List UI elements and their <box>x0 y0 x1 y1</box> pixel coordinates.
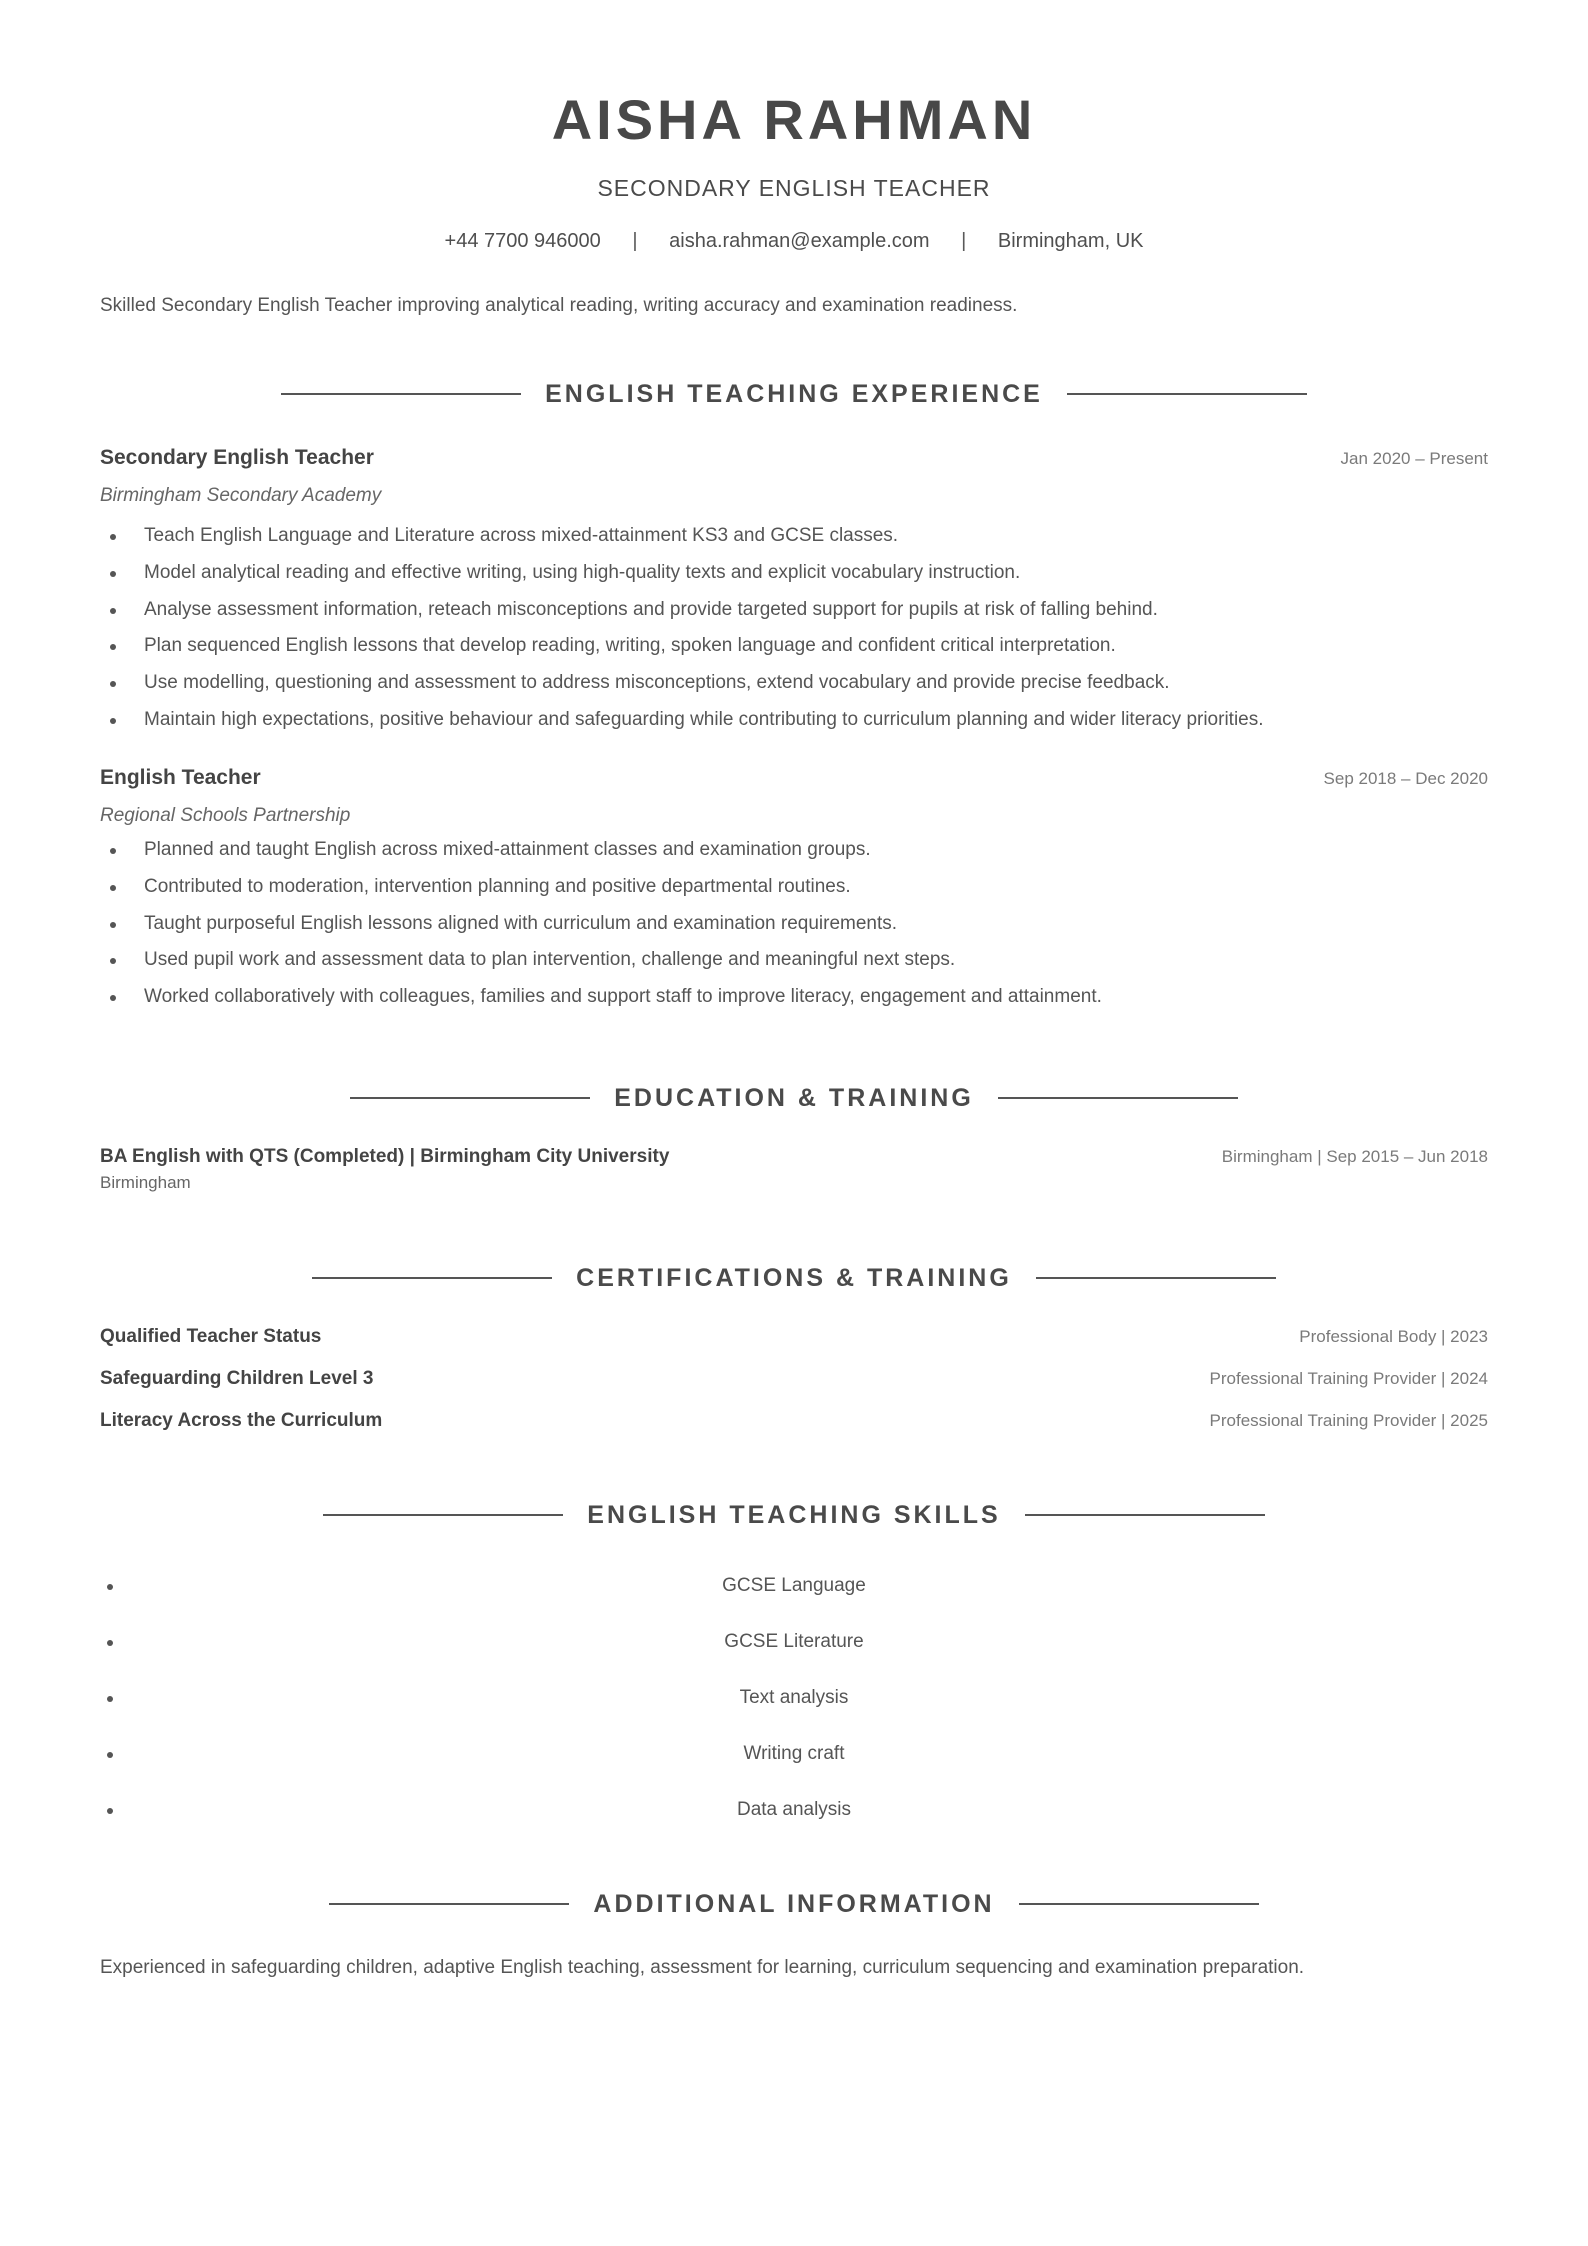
heading-rule <box>998 1097 1238 1099</box>
heading-rule <box>350 1097 590 1099</box>
job-bullets <box>100 832 1488 1016</box>
certification-meta: Professional Training Provider | 2024 <box>1209 1369 1488 1388</box>
degree-meta: Birmingham | Sep 2015 – Jun 2018 <box>1221 1147 1488 1166</box>
job-bullet: Plan sequenced English lessons that develop reading, writing, spoken language and confident critical interpretation. <box>100 628 1488 665</box>
heading-rule <box>323 1514 563 1516</box>
skill-item: GCSE Literature <box>100 1622 1488 1678</box>
job-bullet: Use modelling, questioning and assessment to address misconceptions, extend vocabulary and provide precise feedback. <box>100 665 1488 702</box>
heading-rule <box>1019 1903 1259 1905</box>
job-bullet: Model analytical reading and effective writing, using high-quality texts and explicit vocabulary instruction. <box>100 555 1488 592</box>
skill-item: Text analysis <box>100 1678 1488 1734</box>
job-entry <box>100 766 1488 1016</box>
job-entry <box>100 446 1488 739</box>
additional-heading-text: ADDITIONAL INFORMATION <box>593 1890 995 1918</box>
certification-name: Qualified Teacher Status <box>100 1326 322 1347</box>
certification-meta: Professional Training Provider | 2025 <box>1209 1411 1488 1430</box>
certification-item <box>100 1326 1488 1368</box>
job-bullet: Maintain high expectations, positive behaviour and safeguarding while contributing to curriculum planning and wider literacy priorities. <box>100 702 1488 739</box>
certification-meta: Professional Body | 2023 <box>1299 1327 1488 1346</box>
job-bullet: Planned and taught English across mixed-attainment classes and examination groups. <box>100 832 1488 869</box>
certifications-heading-text: CERTIFICATIONS & TRAINING <box>576 1264 1012 1292</box>
degree-title: BA English with QTS (Completed) | Birmingham City University <box>100 1146 670 1167</box>
candidate-headline: SECONDARY ENGLISH TEACHER <box>597 175 991 201</box>
skill-item: GCSE Language <box>100 1566 1488 1622</box>
degree-location: Birmingham <box>100 1173 191 1192</box>
heading-rule <box>329 1903 569 1905</box>
experience-heading-text: ENGLISH TEACHING EXPERIENCE <box>545 380 1043 408</box>
certification-item <box>100 1410 1488 1452</box>
contact-location: Birmingham, UK <box>997 230 1144 252</box>
heading-rule <box>1036 1277 1276 1279</box>
skill-item: Writing craft <box>100 1734 1488 1790</box>
contact-separator: | <box>632 230 638 252</box>
job-title: English Teacher <box>100 766 261 789</box>
certification-name: Literacy Across the Curriculum <box>100 1410 383 1431</box>
certification-item <box>100 1368 1488 1410</box>
job-bullets <box>100 518 1488 739</box>
job-bullet: Used pupil work and assessment data to plan intervention, challenge and meaningful next steps. <box>100 942 1488 979</box>
contact-email: aisha.rahman@example.com <box>669 230 930 252</box>
education-heading-text: EDUCATION & TRAINING <box>614 1084 974 1112</box>
certification-name: Safeguarding Children Level 3 <box>100 1368 374 1389</box>
heading-rule <box>1067 393 1307 395</box>
education-heading <box>100 1078 1488 1118</box>
job-bullet: Worked collaboratively with colleagues, families and support staff to improve literacy, engagement and attainment. <box>100 979 1488 1016</box>
skills-heading <box>100 1495 1488 1535</box>
education-entry <box>100 1146 1488 1198</box>
contact-separator: | <box>961 230 967 252</box>
job-organization: Birmingham Secondary Academy <box>100 485 382 506</box>
job-title: Secondary English Teacher <box>100 446 374 469</box>
job-bullet: Taught purposeful English lessons aligned with curriculum and examination requirements. <box>100 906 1488 943</box>
additional-heading <box>100 1884 1488 1924</box>
skills-heading-text: ENGLISH TEACHING SKILLS <box>587 1501 1001 1529</box>
experience-heading <box>100 374 1488 414</box>
job-dates: Jan 2020 – Present <box>1340 449 1488 468</box>
skill-item: Data analysis <box>100 1790 1488 1846</box>
professional-summary: Skilled Secondary English Teacher improving analytical reading, writing accuracy and examination readiness. <box>100 295 1018 316</box>
job-bullet: Teach English Language and Literature across mixed-attainment KS3 and GCSE classes. <box>100 518 1488 555</box>
certifications-list <box>100 1326 1488 1452</box>
job-bullet: Contributed to moderation, intervention planning and positive departmental routines. <box>100 869 1488 906</box>
job-dates: Sep 2018 – Dec 2020 <box>1323 769 1488 788</box>
heading-rule <box>281 393 521 395</box>
certifications-heading <box>100 1258 1488 1298</box>
contact-line <box>100 224 1488 258</box>
job-organization: Regional Schools Partnership <box>100 805 351 826</box>
job-bullet: Analyse assessment information, reteach misconceptions and provide targeted support for pupils at risk of falling behind. <box>100 592 1488 629</box>
heading-rule <box>1025 1514 1265 1516</box>
heading-rule <box>312 1277 552 1279</box>
additional-information: Experienced in safeguarding children, adaptive English teaching, assessment for learning, curriculum sequencing and examination preparation. <box>100 1957 1305 1978</box>
skills-list <box>100 1566 1488 1846</box>
candidate-name: AISHA RAHMAN <box>551 88 1037 151</box>
contact-phone: +44 7700 946000 <box>444 230 601 252</box>
